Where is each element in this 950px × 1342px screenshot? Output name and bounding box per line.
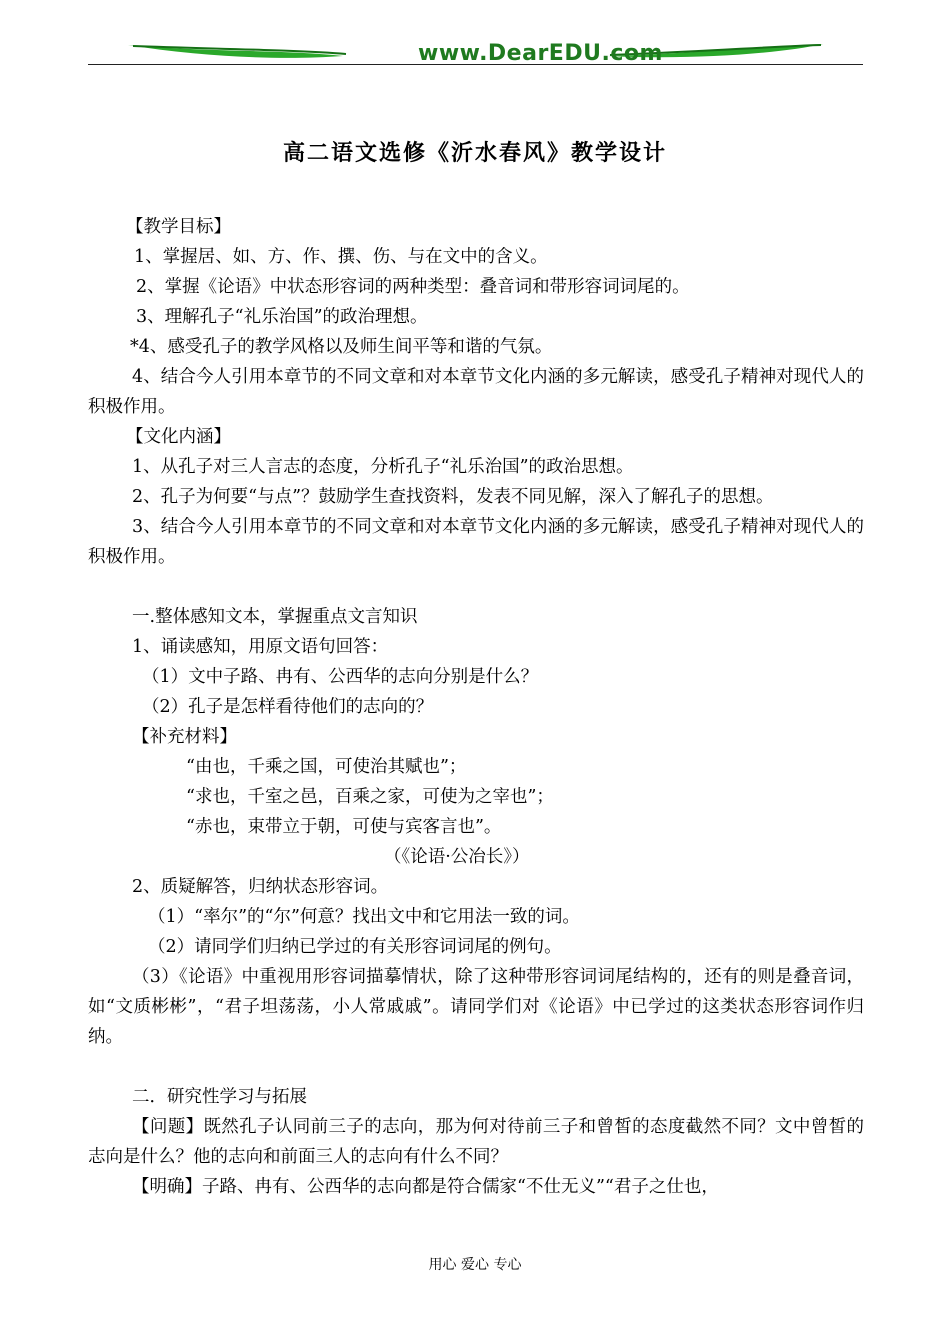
- paragraph: （3）《论语》中重视用形容词描摹情状，除了这种带形容词词尾结构的，还有的则是叠音词，如“文质彬彬”，“君子坦荡荡，小人常戚戚”。请同学们对《论语》中已学过的这类状态形容词作归纳。: [88, 967, 864, 1047]
- site-url: www.DearEDU.com: [418, 41, 663, 66]
- question-line: （1）文中子路、冉有、公西华的志向分别是什么？: [142, 667, 539, 687]
- section-heading: 一.整体感知文本，掌握重点文言知识: [132, 607, 418, 627]
- question-line: （1）“率尔”的“尔”何意？找出文中和它用法一致的词。: [148, 907, 580, 927]
- paragraph: 【明确】子路、冉有、公西华的志向都是符合儒家“不仕无义”“君子之仕也，: [132, 1177, 719, 1197]
- text-line: 1、掌握居、如、方、作、撰、伤、与在文中的含义。: [134, 247, 548, 267]
- text-line: 1、从孔子对三人言志的态度，分析孔子“礼乐治国”的政治思想。: [132, 457, 634, 477]
- paragraph: 3、结合今人引用本章节的不同文章和对本章节文化内涵的多元解读，感受孔子精神对现代人的积极作用。: [88, 517, 864, 567]
- paragraph: 4、结合今人引用本章节的不同文章和对本章节文化内涵的多元解读，感受孔子精神对现代人的积极作用。: [88, 367, 864, 417]
- section-heading: 二．研究性学习与拓展: [132, 1087, 307, 1107]
- quote-line: “赤也，束带立于朝，可使与宾客言也”。: [186, 817, 502, 837]
- page-title: 高二语文选修《沂水春风》教学设计: [282, 141, 667, 166]
- quote-source: （《论语·公冶长》）: [384, 847, 530, 867]
- paragraph: 2、孔子为何要“与点”？鼓励学生查找资料，发表不同见解，深入了解孔子的思想。: [132, 487, 774, 507]
- question-line: （2）请同学们归纳已学过的有关形容词词尾的例句。: [148, 937, 562, 957]
- section-heading: 【文化内涵】: [126, 427, 231, 447]
- paragraph: 【问题】既然孔子认同前三子的志向，那为何对待前三子和曾皙的态度截然不同？文中曾皙的志向是什么？他的志向和前面三人的志向有什么不同？: [88, 1117, 864, 1167]
- quote-line: “由也，千乘之国，可使治其赋也”；: [186, 757, 467, 777]
- text-line: 2、质疑解答，归纳状态形容词。: [132, 877, 389, 897]
- document-body: [88, 212, 864, 1202]
- header-rule: [88, 64, 863, 65]
- text-line: 1、诵读感知，用原文语句回答：: [132, 637, 389, 657]
- text-line: 3、理解孔子“礼乐治国”的政治理想。: [136, 307, 428, 327]
- question-line: （2）孔子是怎样看待他们的志向的？: [142, 697, 434, 717]
- text-line: *4、感受孔子的教学风格以及师生间平等和谐的气氛。: [130, 337, 553, 357]
- text-line: 2、掌握《论语》中状态形容词的两种类型：叠音词和带形容词词尾的。: [136, 277, 690, 297]
- page-footer: 用心 爱心 专心: [428, 1257, 522, 1273]
- site-header: [88, 36, 863, 76]
- section-heading: 【补充材料】: [132, 727, 237, 747]
- section-heading: 【教学目标】: [126, 217, 231, 237]
- quote-line: “求也，千室之邑，百乘之家，可使为之宰也”；: [186, 787, 554, 807]
